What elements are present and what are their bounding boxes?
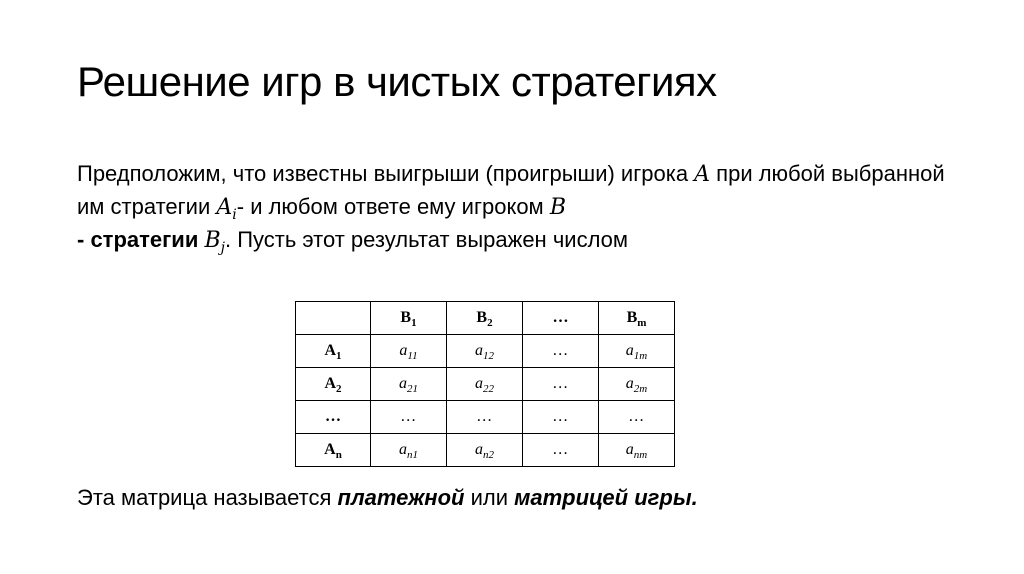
payoff-matrix-table <box>295 301 675 467</box>
payoff-cell <box>599 401 675 434</box>
payoff-cell <box>599 335 675 368</box>
row-header-a-value <box>324 342 342 362</box>
table-row <box>296 401 675 434</box>
column-header-b-base: B <box>476 309 488 326</box>
payoff-cell <box>599 434 675 467</box>
payoff-cell-base: … <box>553 342 568 359</box>
strategy-b-index: j <box>220 240 225 256</box>
table-row <box>296 434 675 467</box>
footer-text-1: Эта матрица называется <box>77 485 338 510</box>
table-header-row <box>296 302 675 335</box>
payoff-cell <box>523 401 599 434</box>
payoff-cell-base: … <box>553 441 568 458</box>
footer-text-2: или <box>464 485 515 510</box>
payoff-cell-base: … <box>477 408 492 425</box>
column-header-b-base: … <box>552 309 569 326</box>
payoff-cell <box>523 368 599 401</box>
column-header-b-index: m <box>637 317 647 329</box>
payoff-cell-value <box>399 375 418 395</box>
row-header-a <box>296 434 371 467</box>
payoff-cell-value <box>553 408 567 425</box>
payoff-cell-value <box>475 441 494 461</box>
payoff-matrix-body <box>296 302 675 467</box>
payoff-cell <box>523 434 599 467</box>
payoff-cell-base: … <box>401 408 416 425</box>
payoff-cell-value <box>401 408 415 425</box>
corner-cell <box>296 302 371 335</box>
intro-text-2: при любой выбранной им стратегии <box>77 161 945 219</box>
strategy-b-symbol <box>204 228 225 256</box>
row-header-a-value <box>324 441 342 461</box>
payoff-cell-index: 22 <box>483 383 494 395</box>
column-header-b <box>447 302 523 335</box>
payoff-cell <box>447 434 523 467</box>
column-header-b-index: 1 <box>411 317 417 329</box>
payoff-cell-base: a <box>625 441 634 458</box>
player-a-symbol: A <box>694 162 711 187</box>
strategy-b-base: B <box>204 228 221 253</box>
intro-text-5: . Пусть этот результат выражен числом <box>224 227 629 252</box>
payoff-cell-value <box>625 342 648 362</box>
payoff-cell-index: 2m <box>633 383 648 395</box>
payoff-cell-value <box>625 375 648 395</box>
row-header-a-base: A <box>324 375 337 392</box>
payoff-cell-base: a <box>625 342 634 359</box>
table-row <box>296 368 675 401</box>
row-header-a <box>296 335 371 368</box>
payoff-cell <box>447 401 523 434</box>
payoff-cell <box>523 335 599 368</box>
player-b-symbol: B <box>549 195 566 220</box>
payoff-cell-value <box>553 441 567 458</box>
payoff-cell-base: a <box>625 375 634 392</box>
payoff-cell-index: 1m <box>633 350 648 362</box>
payoff-cell <box>371 401 447 434</box>
payoff-cell <box>371 335 447 368</box>
row-header-a-index: n <box>335 449 342 461</box>
intro-text-1: Предположим, что известны выигрыши (проигрыши) игрока <box>77 161 695 186</box>
slide-title: Решение игр в чистых стратегиях <box>77 58 717 105</box>
payoff-cell-index: n1 <box>407 449 418 461</box>
payoff-cell-base: … <box>629 408 644 425</box>
payoff-cell-value <box>553 342 567 359</box>
payoff-cell <box>599 368 675 401</box>
column-header-b <box>523 302 599 335</box>
payoff-cell-base: a <box>399 342 408 359</box>
table-row <box>296 335 675 368</box>
payoff-cell-value <box>475 342 494 362</box>
payoff-cell-value <box>399 441 418 461</box>
column-header-b-value <box>553 309 569 326</box>
strategy-a-index: i <box>232 207 237 223</box>
strategy-a-symbol <box>216 195 237 223</box>
column-header-b <box>599 302 675 335</box>
payoff-cell-base: … <box>553 408 568 425</box>
intro-text-4: - стратегии <box>77 227 205 252</box>
payoff-cell <box>447 335 523 368</box>
payoff-cell-index: 12 <box>483 350 494 362</box>
payoff-cell-base: … <box>553 375 568 392</box>
payoff-cell-value <box>629 408 643 425</box>
row-header-a <box>296 368 371 401</box>
intro-paragraph <box>77 158 957 257</box>
term-game-matrix: матрицей игры. <box>514 485 698 510</box>
payoff-cell <box>447 368 523 401</box>
payoff-cell <box>371 368 447 401</box>
payoff-cell <box>371 434 447 467</box>
row-header-a-base: A <box>324 441 336 458</box>
payoff-cell-value <box>475 375 494 395</box>
row-header-a-index: 1 <box>336 350 342 362</box>
column-header-b-value <box>476 309 493 329</box>
payoff-cell-value <box>553 375 567 392</box>
payoff-cell-base: a <box>475 342 483 359</box>
payoff-cell-index: 11 <box>407 350 418 362</box>
row-header-a <box>296 401 371 434</box>
footer-sentence <box>77 482 698 514</box>
payoff-cell-base: a <box>399 375 407 392</box>
column-header-b-value <box>400 309 417 329</box>
row-header-a-value <box>324 375 342 395</box>
payoff-cell-index: n2 <box>483 449 494 461</box>
payoff-cell-value <box>399 342 418 362</box>
term-payoff: платежной <box>337 485 465 510</box>
column-header-b <box>371 302 447 335</box>
payoff-cell-base: a <box>399 441 407 458</box>
payoff-cell-value <box>625 441 648 461</box>
payoff-cell-index: nm <box>633 449 648 461</box>
row-header-a-value <box>325 408 341 425</box>
row-header-a-base: A <box>324 342 337 359</box>
row-header-a-base: … <box>325 408 341 425</box>
column-header-b-index: 2 <box>487 317 493 329</box>
payoff-cell-value <box>477 408 491 425</box>
column-header-b-value <box>626 309 647 329</box>
intro-text-3: - и любом ответе ему игроком <box>236 194 550 219</box>
column-header-b-base: B <box>400 309 412 326</box>
strategy-a-base: A <box>216 195 233 220</box>
payoff-cell-index: 21 <box>407 383 418 395</box>
column-header-b-base: B <box>626 309 638 326</box>
row-header-a-index: 2 <box>336 383 342 395</box>
payoff-cell-base: a <box>475 441 483 458</box>
payoff-cell-base: a <box>475 375 483 392</box>
